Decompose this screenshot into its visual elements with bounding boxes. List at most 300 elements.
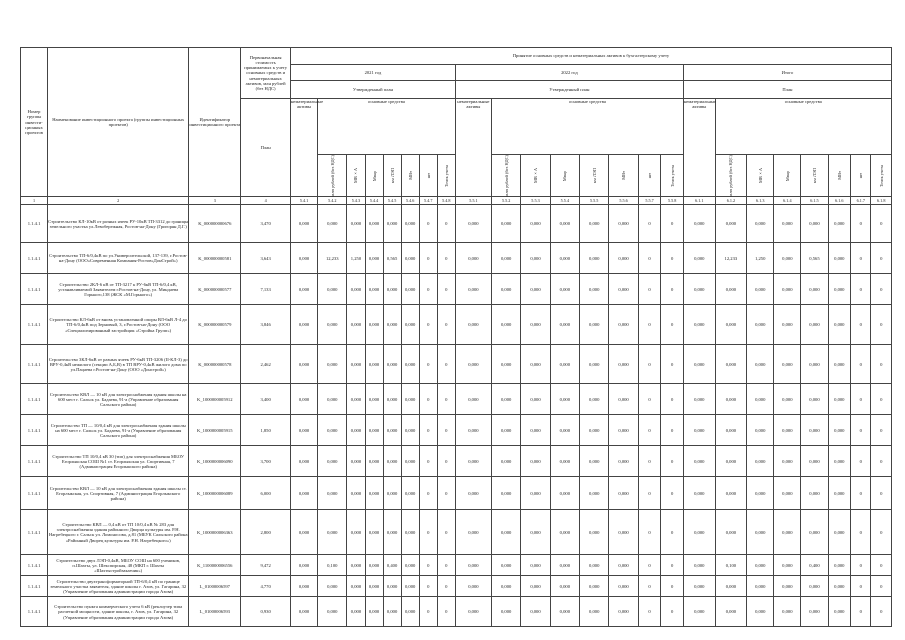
table-row (21, 274, 892, 305)
value-total-cell: 0,000 (774, 415, 801, 446)
value-total-cell: 0,000 (828, 345, 851, 384)
value-2022-cell: 0,000 (455, 205, 491, 243)
value-2021-cell: 0,000 (347, 345, 365, 384)
value-total-cell: 0,100 (715, 555, 747, 576)
value-2022-cell: 0,000 (491, 345, 520, 384)
value-2022-cell: 0 (638, 576, 661, 597)
value-total-cell: 0 (851, 597, 871, 627)
table-row (21, 384, 892, 415)
plan-cost-cell: 3,470 (241, 205, 291, 243)
value-2022-cell: 0,000 (609, 446, 638, 477)
value-2022-cell: 0,000 (609, 243, 638, 274)
value-2021-cell: 0,000 (318, 597, 347, 627)
value-2021-cell: 0,000 (347, 446, 365, 477)
header-plan: План (241, 99, 291, 197)
index-cell: 5.4.7 (419, 197, 437, 205)
value-total-cell: 0,000 (747, 384, 774, 415)
value-total-cell: 0,000 (801, 597, 828, 627)
value-2022-cell: 0 (638, 415, 661, 446)
project-name-cell: Строительство КВЛ — 10 кВ для электроснабжения здания школы ст. Егорлыкская, ул. Спортивная, 7 (Администрация Егорлыкского района) (48, 477, 189, 510)
value-total-cell: 0 (871, 305, 892, 345)
value-total-cell: 0 (851, 576, 871, 597)
value-2021-cell: 0,000 (365, 345, 383, 384)
index-cell: 6.1.3 (747, 197, 774, 205)
value-2022-cell: 0,000 (521, 305, 550, 345)
value-total-cell: 0,000 (801, 274, 828, 305)
value-2021-cell: 0 (419, 415, 437, 446)
value-2022-cell: 0,000 (580, 274, 609, 305)
value-total-cell: 0,000 (747, 510, 774, 555)
value-2022-cell: 0,000 (455, 384, 491, 415)
value-2022-cell: 0,000 (609, 477, 638, 510)
value-2022-cell: 0 (661, 415, 684, 446)
index-cell: 6.1.2 (715, 197, 747, 205)
value-2022-cell: 0 (661, 274, 684, 305)
value-2021-cell: 0,000 (290, 510, 317, 555)
value-2022-cell: 0,000 (491, 205, 520, 243)
value-2022-cell: 0,000 (580, 477, 609, 510)
value-2021-cell: 0 (419, 345, 437, 384)
value-2022-cell: 0,000 (580, 384, 609, 415)
value-2021-cell: 0,000 (347, 477, 365, 510)
group-number-cell: 1.1.4.1 (21, 415, 48, 446)
value-total-cell: 0,000 (683, 274, 715, 305)
identifier-cell: K_000000000579 (189, 305, 241, 345)
value-2022-cell: 0 (661, 243, 684, 274)
header-fixed-assets: основные средства (491, 99, 683, 155)
unit-header: млн рублей (без НДС) (318, 155, 347, 197)
value-2021-cell: 0 (419, 205, 437, 243)
investment-table (20, 47, 892, 627)
value-2021-cell: 0 (437, 477, 455, 510)
plan-cost-cell: 1,850 (241, 415, 291, 446)
plan-cost-cell: 3,400 (241, 384, 291, 415)
value-2022-cell: 0,000 (550, 345, 579, 384)
value-2022-cell: 0,000 (491, 555, 520, 576)
value-2022-cell: 0 (661, 477, 684, 510)
value-2021-cell: 0 (419, 274, 437, 305)
table-body (21, 205, 892, 627)
unit-header: МВт (828, 155, 851, 197)
value-2021-cell: 0,000 (401, 446, 419, 477)
value-2022-cell: 0,000 (550, 274, 579, 305)
value-total-cell: 0,000 (774, 384, 801, 415)
value-total-cell: 0 (871, 555, 892, 576)
value-2021-cell: 0,000 (383, 345, 401, 384)
value-2021-cell: 0 (437, 576, 455, 597)
value-2021-cell: 0,000 (365, 384, 383, 415)
project-name-cell: Строительство ТП 10/0,4 кВ 30 (тип) для электроснабжения МБОУ Егорлыкская СОШ №1 ст. Егорлыкская ул. Спортивная, 7 (Администрация Егорлыкского района) (48, 446, 189, 477)
value-2021-cell: 0,000 (290, 384, 317, 415)
table-row (21, 415, 892, 446)
value-2022-cell: 0,000 (550, 597, 579, 627)
value-total-cell: 0 (851, 555, 871, 576)
value-total-cell: 0,000 (828, 384, 851, 415)
unit-header: Точек учета (437, 155, 455, 197)
value-2022-cell: 0,000 (491, 415, 520, 446)
value-2021-cell: 0,000 (401, 384, 419, 415)
value-total-cell: 0,000 (801, 510, 828, 555)
header-fixed-assets: основные средства (715, 99, 891, 155)
value-2021-cell: 0 (437, 555, 455, 576)
value-2021-cell: 0,000 (290, 205, 317, 243)
value-2021-cell: 0 (419, 576, 437, 597)
value-2022-cell: 0,000 (491, 477, 520, 510)
value-2021-cell: 0 (437, 597, 455, 627)
value-2021-cell: 0,000 (401, 510, 419, 555)
value-2021-cell: 0,000 (365, 243, 383, 274)
value-2022-cell: 0 (661, 384, 684, 415)
value-2021-cell: 0,000 (401, 305, 419, 345)
value-total-cell: 0 (871, 446, 892, 477)
value-2021-cell: 0 (437, 243, 455, 274)
index-cell: 5.5.5 (580, 197, 609, 205)
value-2022-cell: 0 (638, 243, 661, 274)
value-2022-cell: 0 (638, 555, 661, 576)
value-total-cell: 1,250 (747, 243, 774, 274)
value-2021-cell: 0 (437, 384, 455, 415)
value-total-cell: 12,233 (715, 243, 747, 274)
value-total-cell: 0,000 (828, 477, 851, 510)
value-2021-cell: 0,000 (290, 274, 317, 305)
value-2022-cell: 0 (638, 345, 661, 384)
value-2021-cell: 0,000 (290, 477, 317, 510)
value-2021-cell: 0,000 (318, 305, 347, 345)
value-2022-cell: 0 (638, 510, 661, 555)
value-total-cell: 0,000 (683, 576, 715, 597)
index-cell: 5.5.8 (661, 197, 684, 205)
identifier-cell: K_000000000581 (189, 243, 241, 274)
value-2021-cell: 0,000 (365, 555, 383, 576)
value-total-cell: 0 (851, 446, 871, 477)
value-total-cell: 0,000 (715, 597, 747, 627)
value-2022-cell: 0,000 (609, 576, 638, 597)
unit-header: МВ×А (521, 155, 550, 197)
value-2022-cell: 0,000 (609, 205, 638, 243)
unit-header: Мвар (774, 155, 801, 197)
group-number-cell: 1.1.4.1 (21, 384, 48, 415)
value-2021-cell: 0 (437, 446, 455, 477)
value-2021-cell: 0 (437, 415, 455, 446)
group-number-cell: 1.1.4.1 (21, 510, 48, 555)
value-2021-cell: 0,000 (383, 597, 401, 627)
value-2022-cell: 0,000 (580, 305, 609, 345)
table-row (21, 446, 892, 477)
identifier-cell: K_000000000676 (189, 205, 241, 243)
plan-cost-cell: 0,930 (241, 597, 291, 627)
value-2021-cell: 0,000 (318, 576, 347, 597)
value-2022-cell: 0,000 (455, 555, 491, 576)
plan-cost-cell: 3,846 (241, 305, 291, 345)
index-row (21, 197, 892, 205)
index-cell: 5.5.2 (491, 197, 520, 205)
value-2021-cell: 0,000 (365, 446, 383, 477)
value-total-cell: 0 (871, 477, 892, 510)
header-year-2021: 2021 год (290, 65, 455, 81)
header-group-number: Номер группы инвести-ционных проектов (21, 48, 48, 197)
value-total-cell: 0,000 (801, 205, 828, 243)
value-total-cell: 0,000 (715, 477, 747, 510)
value-2021-cell: 0,000 (318, 205, 347, 243)
value-total-cell: 0,000 (774, 446, 801, 477)
value-2021-cell: 0,000 (318, 384, 347, 415)
value-total-cell: 0,000 (683, 415, 715, 446)
unit-header: шт (419, 155, 437, 197)
value-2021-cell: 0,000 (401, 345, 419, 384)
value-total-cell: 0,000 (801, 576, 828, 597)
value-2021-cell: 0,000 (365, 477, 383, 510)
index-cell: 5.4.3 (347, 197, 365, 205)
value-total-cell: 0,000 (683, 477, 715, 510)
value-2021-cell: 0,000 (290, 597, 317, 627)
identifier-cell: K_1000000005915 (189, 415, 241, 446)
header-approved-2021: Утвержденный план (290, 81, 455, 99)
value-2021-cell: 0,000 (347, 384, 365, 415)
value-2022-cell: 0,000 (455, 446, 491, 477)
plan-cost-cell: 6,000 (241, 477, 291, 510)
value-2022-cell: 0,000 (521, 597, 550, 627)
value-2022-cell: 0,000 (521, 384, 550, 415)
value-2022-cell: 0,000 (550, 305, 579, 345)
value-total-cell: 0,000 (828, 205, 851, 243)
value-2022-cell: 0,000 (491, 243, 520, 274)
plan-cost-cell: 9,472 (241, 555, 291, 576)
value-2021-cell: 0 (437, 274, 455, 305)
value-2022-cell: 0,000 (580, 576, 609, 597)
value-2022-cell: 0,000 (491, 274, 520, 305)
value-total-cell: 0,000 (828, 510, 851, 555)
value-2021-cell: 0 (437, 510, 455, 555)
value-total-cell: 0,000 (715, 510, 747, 555)
value-2021-cell: 0,000 (347, 510, 365, 555)
value-2022-cell: 0,000 (491, 597, 520, 627)
table-row (21, 576, 892, 597)
value-2022-cell: 0 (661, 510, 684, 555)
value-2022-cell: 0,000 (580, 243, 609, 274)
value-2021-cell: 0,000 (401, 274, 419, 305)
index-cell: 5.4.4 (365, 197, 383, 205)
value-2021-cell: 0,000 (383, 305, 401, 345)
unit-header: Мвар (365, 155, 383, 197)
value-total-cell: 0,000 (828, 576, 851, 597)
project-name-cell: Строительство пункта коммерческого учета 6 кВ (реклоузер типа расчетной мощности, здание школы, г. Азов, ул. Гагарина, 32 (Управление образования администрации города Азова) (48, 597, 189, 627)
header-initial-cost: Первоначальная стоимость принимаемых к учету основных средств и нематериальных активов, млн рублей (без НДС) (241, 48, 291, 99)
index-cell: 5.5.4 (550, 197, 579, 205)
value-total-cell: 0,000 (683, 345, 715, 384)
value-2022-cell: 0,000 (550, 477, 579, 510)
value-total-cell: 0 (851, 274, 871, 305)
plan-cost-cell: 2,462 (241, 345, 291, 384)
value-2022-cell: 0,000 (491, 305, 520, 345)
value-2021-cell: 0,000 (347, 597, 365, 627)
value-total-cell: 0,000 (683, 597, 715, 627)
identifier-cell: K_1000000006363 (189, 510, 241, 555)
value-2022-cell: 0,000 (609, 415, 638, 446)
value-total-cell: 0,000 (828, 597, 851, 627)
value-total-cell: 0 (871, 576, 892, 597)
table-row (21, 597, 892, 627)
value-total-cell: 0 (851, 243, 871, 274)
value-total-cell: 0,000 (683, 205, 715, 243)
value-2021-cell: 0 (437, 205, 455, 243)
unit-header: млн рублей (без НДС) (491, 155, 520, 197)
value-2021-cell: 0,000 (383, 477, 401, 510)
value-total-cell: 0,565 (801, 243, 828, 274)
index-cell: 6.1.5 (801, 197, 828, 205)
value-total-cell: 0,000 (801, 415, 828, 446)
value-2022-cell: 0 (638, 597, 661, 627)
group-number-cell: 1.1.4.1 (21, 597, 48, 627)
plan-cost-cell: 2,800 (241, 510, 291, 555)
value-total-cell: 0,000 (801, 305, 828, 345)
value-2022-cell: 0,000 (609, 384, 638, 415)
value-2021-cell: 0,000 (347, 305, 365, 345)
value-2022-cell: 0,000 (455, 597, 491, 627)
value-total-cell: 0,000 (774, 477, 801, 510)
value-total-cell: 0 (871, 274, 892, 305)
table-row (21, 205, 892, 243)
value-total-cell: 0,000 (774, 205, 801, 243)
group-number-cell: 1.1.4.1 (21, 274, 48, 305)
value-2022-cell: 0,000 (550, 415, 579, 446)
value-total-cell: 0,000 (774, 274, 801, 305)
value-2021-cell: 0 (437, 345, 455, 384)
value-total-cell: 0,000 (774, 305, 801, 345)
value-2021-cell: 0,000 (318, 446, 347, 477)
project-name-cell: Строительство ТП-6/0,4кВ по ул.Университельской, 137-139, г.Ростов-на-Дону (ООО«Современная Компания-Ростов»ДонСтрой») (48, 243, 189, 274)
value-2022-cell: 0,000 (521, 274, 550, 305)
value-2021-cell: 0,000 (290, 415, 317, 446)
value-total-cell: 0,000 (774, 345, 801, 384)
value-2021-cell: 0,000 (365, 597, 383, 627)
value-2022-cell: 0,000 (609, 345, 638, 384)
identifier-cell: K_1000000006090 (189, 446, 241, 477)
group-number-cell: 1.1.4.1 (21, 576, 48, 597)
identifier-cell: L_01000006597 (189, 576, 241, 597)
index-cell: 5.4.8 (437, 197, 455, 205)
value-total-cell: 0,000 (801, 384, 828, 415)
value-2021-cell: 0,000 (383, 576, 401, 597)
value-2021-cell: 0,000 (383, 446, 401, 477)
value-total-cell: 0,000 (715, 384, 747, 415)
value-total-cell: 0,000 (774, 597, 801, 627)
group-number-cell: 1.1.4.1 (21, 345, 48, 384)
value-2022-cell: 0,000 (609, 274, 638, 305)
value-2022-cell: 0,000 (455, 415, 491, 446)
value-2021-cell: 0 (419, 597, 437, 627)
value-2022-cell: 0,000 (550, 576, 579, 597)
value-2021-cell: 0,000 (365, 576, 383, 597)
unit-header: млн рублей (без НДС) (715, 155, 747, 197)
value-total-cell: 0,000 (774, 555, 801, 576)
identifier-cell: K_1000000006089 (189, 477, 241, 510)
value-2022-cell: 0 (661, 555, 684, 576)
value-total-cell: 0,000 (828, 305, 851, 345)
header-intangible-assets: нематериальные активы (290, 99, 317, 197)
value-total-cell: 0,000 (801, 345, 828, 384)
value-total-cell: 0,000 (747, 446, 774, 477)
value-total-cell: 0 (851, 305, 871, 345)
value-2022-cell: 0,000 (580, 510, 609, 555)
value-2022-cell: 0,000 (521, 576, 550, 597)
table-row (21, 243, 892, 274)
index-cell: 5.4.6 (401, 197, 419, 205)
value-2022-cell: 0,000 (609, 305, 638, 345)
value-2021-cell: 0,000 (383, 274, 401, 305)
value-2022-cell: 0,000 (521, 477, 550, 510)
unit-header: МВ×А (747, 155, 774, 197)
unit-header: км ЛЭП (383, 155, 401, 197)
value-2021-cell: 1,250 (347, 243, 365, 274)
value-total-cell: 0 (871, 415, 892, 446)
value-2022-cell: 0,000 (521, 555, 550, 576)
value-total-cell: 0 (851, 477, 871, 510)
value-2022-cell: 0 (661, 345, 684, 384)
identifier-cell: K_000000000577 (189, 274, 241, 305)
unit-header: МВ×А (347, 155, 365, 197)
value-2021-cell: 0,000 (347, 415, 365, 446)
value-2021-cell: 0,100 (318, 555, 347, 576)
table-row (21, 345, 892, 384)
table-row (21, 555, 892, 576)
value-2021-cell: 0,000 (383, 510, 401, 555)
value-2022-cell: 0,000 (521, 345, 550, 384)
value-total-cell: 0,000 (715, 274, 747, 305)
table-row (21, 305, 892, 345)
plan-cost-cell: 3,700 (241, 446, 291, 477)
value-total-cell: 0,000 (715, 305, 747, 345)
value-2022-cell: 0,000 (550, 384, 579, 415)
index-cell: 5.4.5 (383, 197, 401, 205)
index-cell: 4 (241, 197, 291, 205)
value-2021-cell: 0 (419, 243, 437, 274)
value-2022-cell: 0,000 (580, 415, 609, 446)
value-2022-cell: 0,000 (609, 510, 638, 555)
unit-header: шт (638, 155, 661, 197)
project-name-cell: Строительство КВЛ — 0,4 кВ от ТП 10/0,4 кВ № 283 для электроснабжения здания районного Дворца культуры им. Р.Н. Нагребецкого г. Сальск ул. Ломоносова, д.81 (МБУК Сальского района «Районный Дворец культуры им. Р.Н. Нагребецкого») (48, 510, 189, 555)
value-2022-cell: 0 (638, 384, 661, 415)
index-cell: 6.1.4 (774, 197, 801, 205)
value-2021-cell: 0,000 (365, 305, 383, 345)
header-intangible-assets: нематериальные активы (683, 99, 715, 197)
value-total-cell: 0,000 (683, 384, 715, 415)
unit-header: км ЛЭП (580, 155, 609, 197)
value-2021-cell: 0,000 (290, 305, 317, 345)
table-row (21, 510, 892, 555)
value-total-cell: 0,000 (774, 510, 801, 555)
header-year-2022: 2022 год (455, 65, 683, 81)
header-intangible-assets: нематериальные активы (455, 99, 491, 197)
value-total-cell: 0,000 (747, 345, 774, 384)
value-2022-cell: 0,000 (521, 510, 550, 555)
value-total-cell: 0,400 (801, 555, 828, 576)
value-total-cell: 0,000 (747, 274, 774, 305)
value-2022-cell: 0 (638, 477, 661, 510)
value-2021-cell: 0,000 (290, 446, 317, 477)
value-total-cell: 0,000 (774, 576, 801, 597)
value-2021-cell: 0,000 (347, 274, 365, 305)
value-2022-cell: 0,000 (455, 274, 491, 305)
value-total-cell: 0,000 (828, 446, 851, 477)
index-cell: 6.1.8 (871, 197, 892, 205)
value-2022-cell: 0 (661, 205, 684, 243)
unit-header: Мвар (550, 155, 579, 197)
header-total: Итого (683, 65, 891, 81)
value-2022-cell: 0,000 (521, 415, 550, 446)
value-2022-cell: 0,000 (455, 345, 491, 384)
value-total-cell: 0,000 (747, 477, 774, 510)
value-2022-cell: 0 (661, 597, 684, 627)
